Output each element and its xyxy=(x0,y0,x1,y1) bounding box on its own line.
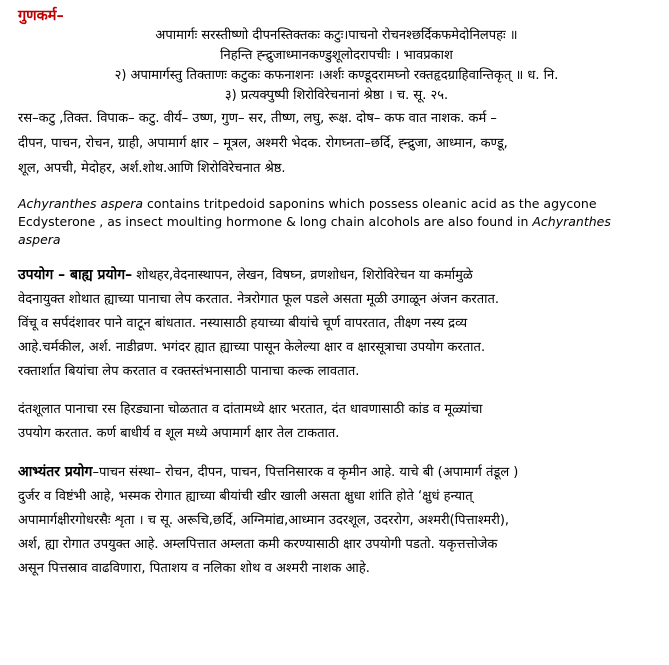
chemistry-paragraph xyxy=(18,195,655,249)
verse-line: २) अपामार्गस्तु तिक्ताणः कटुकः कफनाशनः ।अर्शः कण्डूदरामघ्नो रक्तहृदग्राहिवान्तिकृत् ॥ ध. नि. xyxy=(114,68,559,83)
upayog-line: रक्तार्शात बियांचा लेप करतात व रक्तस्तंभनासाठी पानाचा कल्क लावतात. xyxy=(18,364,360,379)
upayog-line: आहे.चर्मकील, अर्श. नाडीव्रण. भगंदर ह्यात ह्याच्या पासून केलेल्या क्षार व क्षारसूत्राचा उपयोग करतात. xyxy=(18,340,486,355)
abhyantar-line: असून पित्तस्राव वाढविणारा, पिताशय व नलिका शोथ व अश्मरी नाशक आहे. xyxy=(18,561,370,576)
dantashool-paragraph xyxy=(18,398,655,446)
abhyantar-subheading: –पाचन संस्था– xyxy=(92,465,166,480)
properties-line: दीपन, पाचन, रोचन, ग्राही, अपामार्ग क्षार – मूत्रल, अश्मरी भेदक. रोगघ्नता–छर्दि, ह्न्द्रुजा, आध्मान, कण्डू, xyxy=(18,136,508,151)
species-name: Achyranthes aspera xyxy=(18,214,611,247)
properties-paragraph xyxy=(18,106,655,181)
abhyantar-heading: आभ्यंतर प्रयोग xyxy=(18,464,93,480)
abhyantar-line: अपामार्गक्षीरगोधरसैः शृता । च सू. अरूचि,छर्दि, अग्निमांद्य,आध्मान उदरशूल, उदररोग, अश्मरी(पित्ताश्मरी), xyxy=(18,513,510,528)
dantashool-line: उपयोग करतात. कर्ण बाधीर्य व शूल मध्ये अपामार्ग क्षार तेल टाकतात. xyxy=(18,426,340,441)
abhyantar-paragraph xyxy=(18,460,655,581)
upayog-heading: उपयोग – बाह्य प्रयोग– xyxy=(18,267,133,283)
upayog-line: शोथहर,वेदनास्थापन, लेखन, विषघ्न, व्रणशोधन, शिरोविरेचन या कर्मामुळे xyxy=(132,268,473,283)
gunkarma-heading: गुणकर्म– xyxy=(18,8,64,24)
abhyantar-line: रोचन, दीपन, पाचन, पित्तनिसारक व कृमीन आहे. याचे बी (अपामार्ग तंडूल ) xyxy=(165,465,519,480)
abhyantar-line: दुर्जर व विष्टंभी आहे, भस्मक रोगात ह्याच्या बीयांची खीर खाली असता क्षुधा शांति होते ‘क्षुधं हन्यात् xyxy=(18,489,473,504)
sanskrit-verses xyxy=(18,26,655,106)
abhyantar-line: अर्श, ह्या रोगात उपयुक्त आहे. अम्लपित्तात अम्लता कमी करण्यासाठी क्षार उपयोगी पडतो. यकृत्तत्तोजेक xyxy=(18,537,498,552)
upayog-line-first xyxy=(18,263,655,288)
upayog-paragraph xyxy=(18,263,655,384)
abhyantar-line-first xyxy=(18,460,655,485)
upayog-line: विंचू व सर्पदंशावर पाने वाटून बांधतात. नस्यासाठी हयाच्या बीयांचे चूर्ण वापरतात, तीक्ष्ण नस्य द्रव्य xyxy=(18,316,468,331)
dantashool-line: दंतशूलात पानाचा रस हिरड्याना चोळतात व दांतामध्ये क्षार भरतात, दंत धावणासाठी कांड व मूळ्यांचा xyxy=(18,402,483,417)
verse-line: अपामार्गः सरस्तीष्णो दीपनस्तिक्तकः कटुः।पाचनो रोचनश्छर्दिकफमेदोनिलपहः ॥ xyxy=(155,28,518,43)
chemistry-text: contains tritpedoid saponins which possess oleanic acid as the agycone Ecdysterone , as insect moulting hormone & long chain alcohols are also found in xyxy=(18,196,597,229)
properties-line: शूल, अपची, मेदोहर, अर्श.शोथ.आणि शिरोविरेचनात श्रेष्ठ. xyxy=(18,161,286,176)
species-name: Achyranthes aspera xyxy=(18,196,144,211)
properties-line: रस–कटु ,तिक्त. विपाक– कटु. वीर्य– उष्ण, गुण– सर, तीष्ण, लघु, रूक्ष. दोष– कफ वात नाशक. कर्म – xyxy=(18,111,497,126)
upayog-line: वेदनायुक्त शोथात ह्याच्या पानाचा लेप करतात. नेत्ररोगात फूल पडले असता मूळी उगाळून अंजन करतात. xyxy=(18,292,500,307)
verse-line: ३) प्रत्यक्पुष्पी शिरोविरेचनानां श्रेष्ठा । च. सू. २५. xyxy=(224,88,449,103)
verse-line: निहन्ति ह्न्द्रुजाध्मानकण्डुशूलोदरापचीः । भावप्रकाश xyxy=(220,48,453,63)
